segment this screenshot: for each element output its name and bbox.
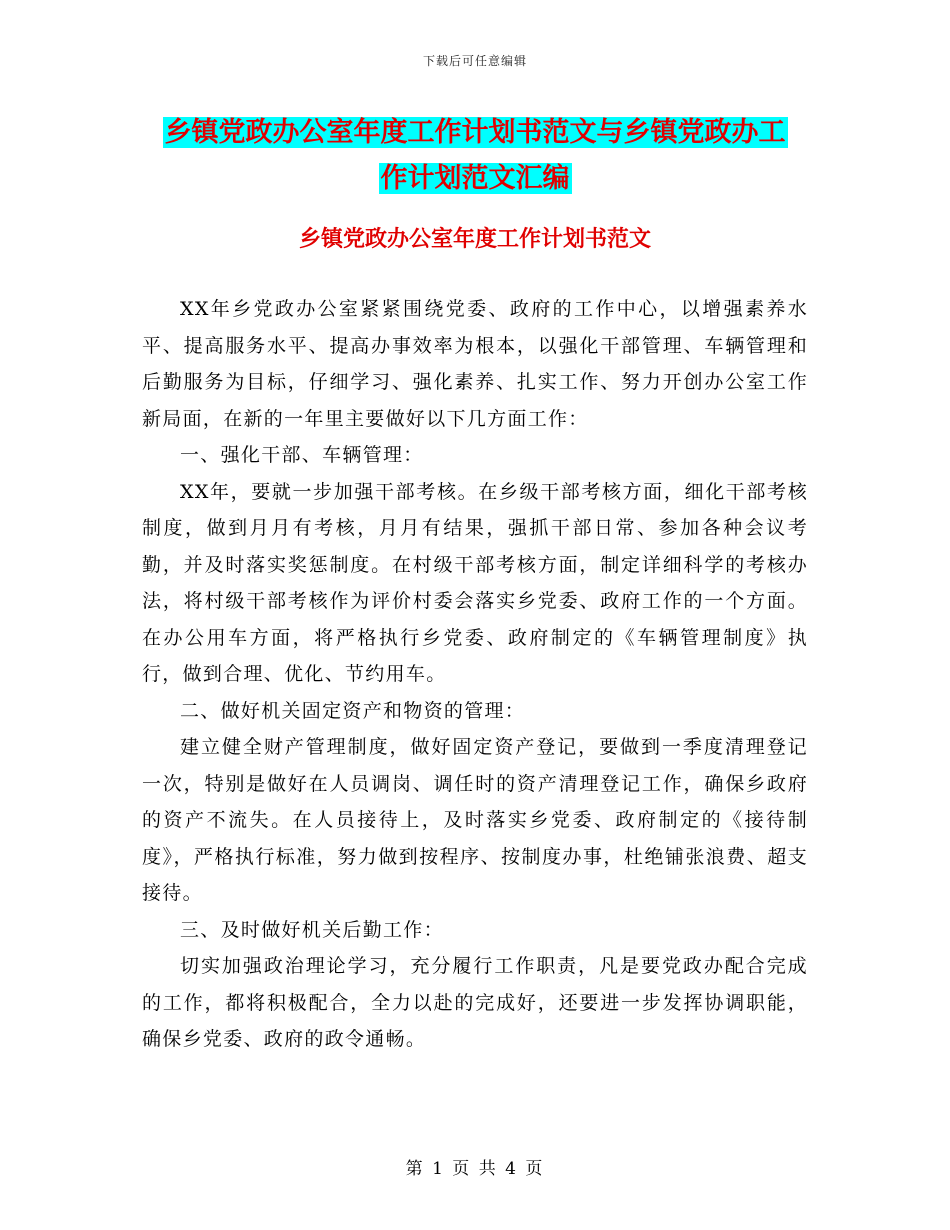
heading-logistics: 三、及时做好机关后勤工作： xyxy=(180,918,444,941)
document-title xyxy=(140,110,810,202)
title-line-1: 乡镇党政办公室年度工作计划书范文与乡镇党政办工 xyxy=(164,117,786,148)
paragraph-logistics: 切实加强政治理论学习，充分履行工作职责，凡是要党政办配合完成的工作，都将积极配合，全力以赴的完成好，还要进一步发挥协调职能，确保乡党委、政府的政令通畅。 xyxy=(142,955,808,1050)
page-footer: 第 1 页 共 4 页 xyxy=(405,1159,545,1179)
paragraph-assets: 建立健全财产管理制度，做好固定资产登记，要做到一季度清理登记一次，特别是做好在人员调岗、调任时的资产清理登记工作，确保乡政府的资产不流失。在人员接待上，及时落实乡党委、政府制定的《接待制度》，严格执行标准，努力做到按程序、按制度办事，杜绝铺张浪费、超支接待。 xyxy=(142,736,808,904)
paragraph-cadre-vehicle: XX年，要就一步加强干部考核。在乡级干部考核方面，细化干部考核制度，做到月月有考核，月月有结果，强抓干部日常、参加各种会议考勤，并及时落实奖惩制度。在村级干部考核方面，制定详细科学的考核办法，将村级干部考核作为评价村委会落实乡党委、政府工作的一个方面。在办公用车方面，将严格执行乡党委、政府制定的《车辆管理制度》执行，做到合理、优化、节约用车。 xyxy=(142,480,808,685)
heading-assets: 二、做好机关固定资产和物资的管理： xyxy=(180,699,526,722)
section-title: 乡镇党政办公室年度工作计划书范文 xyxy=(298,227,651,252)
paragraph-intro: XX年乡党政办公室紧紧围绕党委、政府的工作中心，以增强素养水平、提高服务水平、提高办事效率为根本，以强化干部管理、车辆管理和后勤服务为目标，仔细学习、强化素养、扎实工作、努力开创办公室工作新局面，在新的一年里主要做好以下几方面工作： xyxy=(142,298,808,430)
document-body xyxy=(142,291,808,1058)
heading-cadre-vehicle: 一、强化干部、车辆管理： xyxy=(180,444,424,466)
header-note: 下载后可任意编辑 xyxy=(422,54,527,68)
title-line-2: 作计划范文汇编 xyxy=(380,163,570,194)
